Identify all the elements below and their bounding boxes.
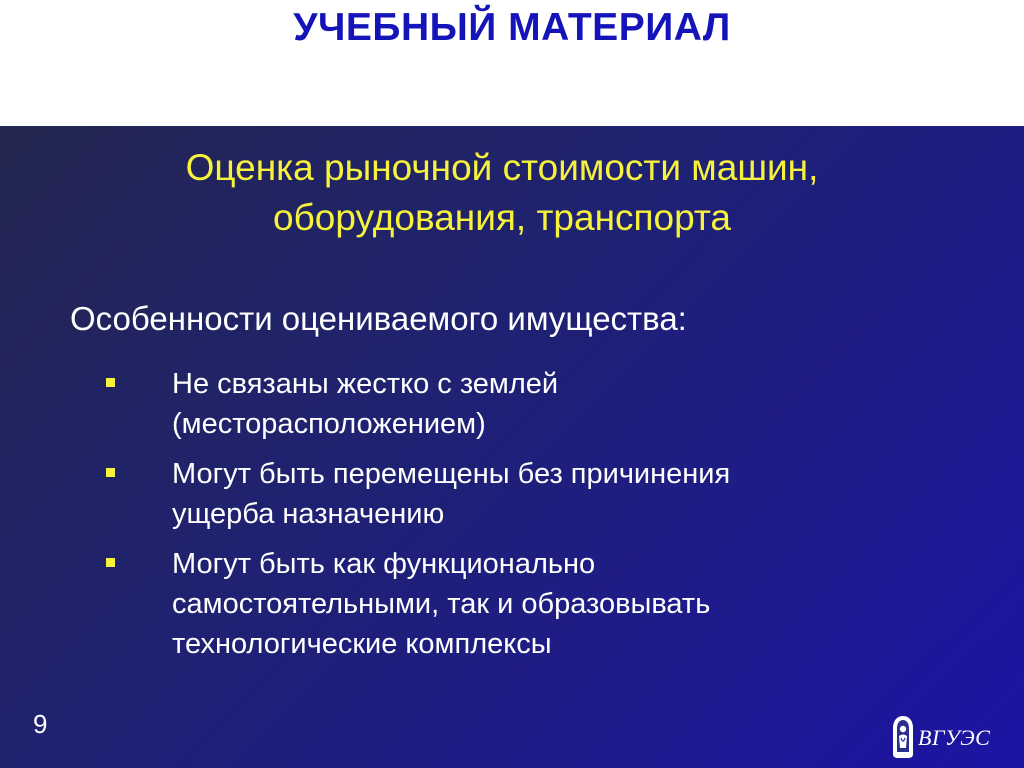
bullet-item [100, 364, 880, 444]
bullet-item [100, 454, 880, 534]
slide-heading [0, 143, 1004, 243]
header-band [0, 0, 1024, 126]
page-number: 9 [33, 709, 48, 739]
bullet-text-line: ущерба назначению [172, 498, 445, 530]
slide-heading-line-1: Оценка рыночной стоимости машин, [185, 147, 819, 188]
university-emblem-icon [890, 714, 916, 760]
bullet-text-line: технологические комплексы [172, 628, 552, 660]
bullet-text-line: Могут быть как функционально [172, 548, 596, 580]
logo-text: ВГУЭС [918, 725, 991, 750]
university-logo [886, 712, 996, 762]
bullet-item [100, 544, 880, 664]
header-title: УЧЕБНЫЙ МАТЕРИАЛ [293, 6, 731, 49]
square-bullet-icon [106, 558, 115, 567]
square-bullet-icon [106, 468, 115, 477]
bullet-text-line: (месторасположением) [172, 408, 486, 440]
square-bullet-icon [106, 378, 115, 387]
bullet-text-line: Не связаны жестко с землей [172, 368, 559, 400]
bullet-text-line: самостоятельными, так и образовывать [172, 588, 711, 620]
bullet-text-line: Могут быть перемещены без причинения [172, 458, 731, 490]
bullet-list [100, 364, 880, 674]
slide-heading-line-2: оборудования, транспорта [273, 197, 731, 238]
subheading: Особенности оцениваемого имущества: [70, 300, 687, 337]
